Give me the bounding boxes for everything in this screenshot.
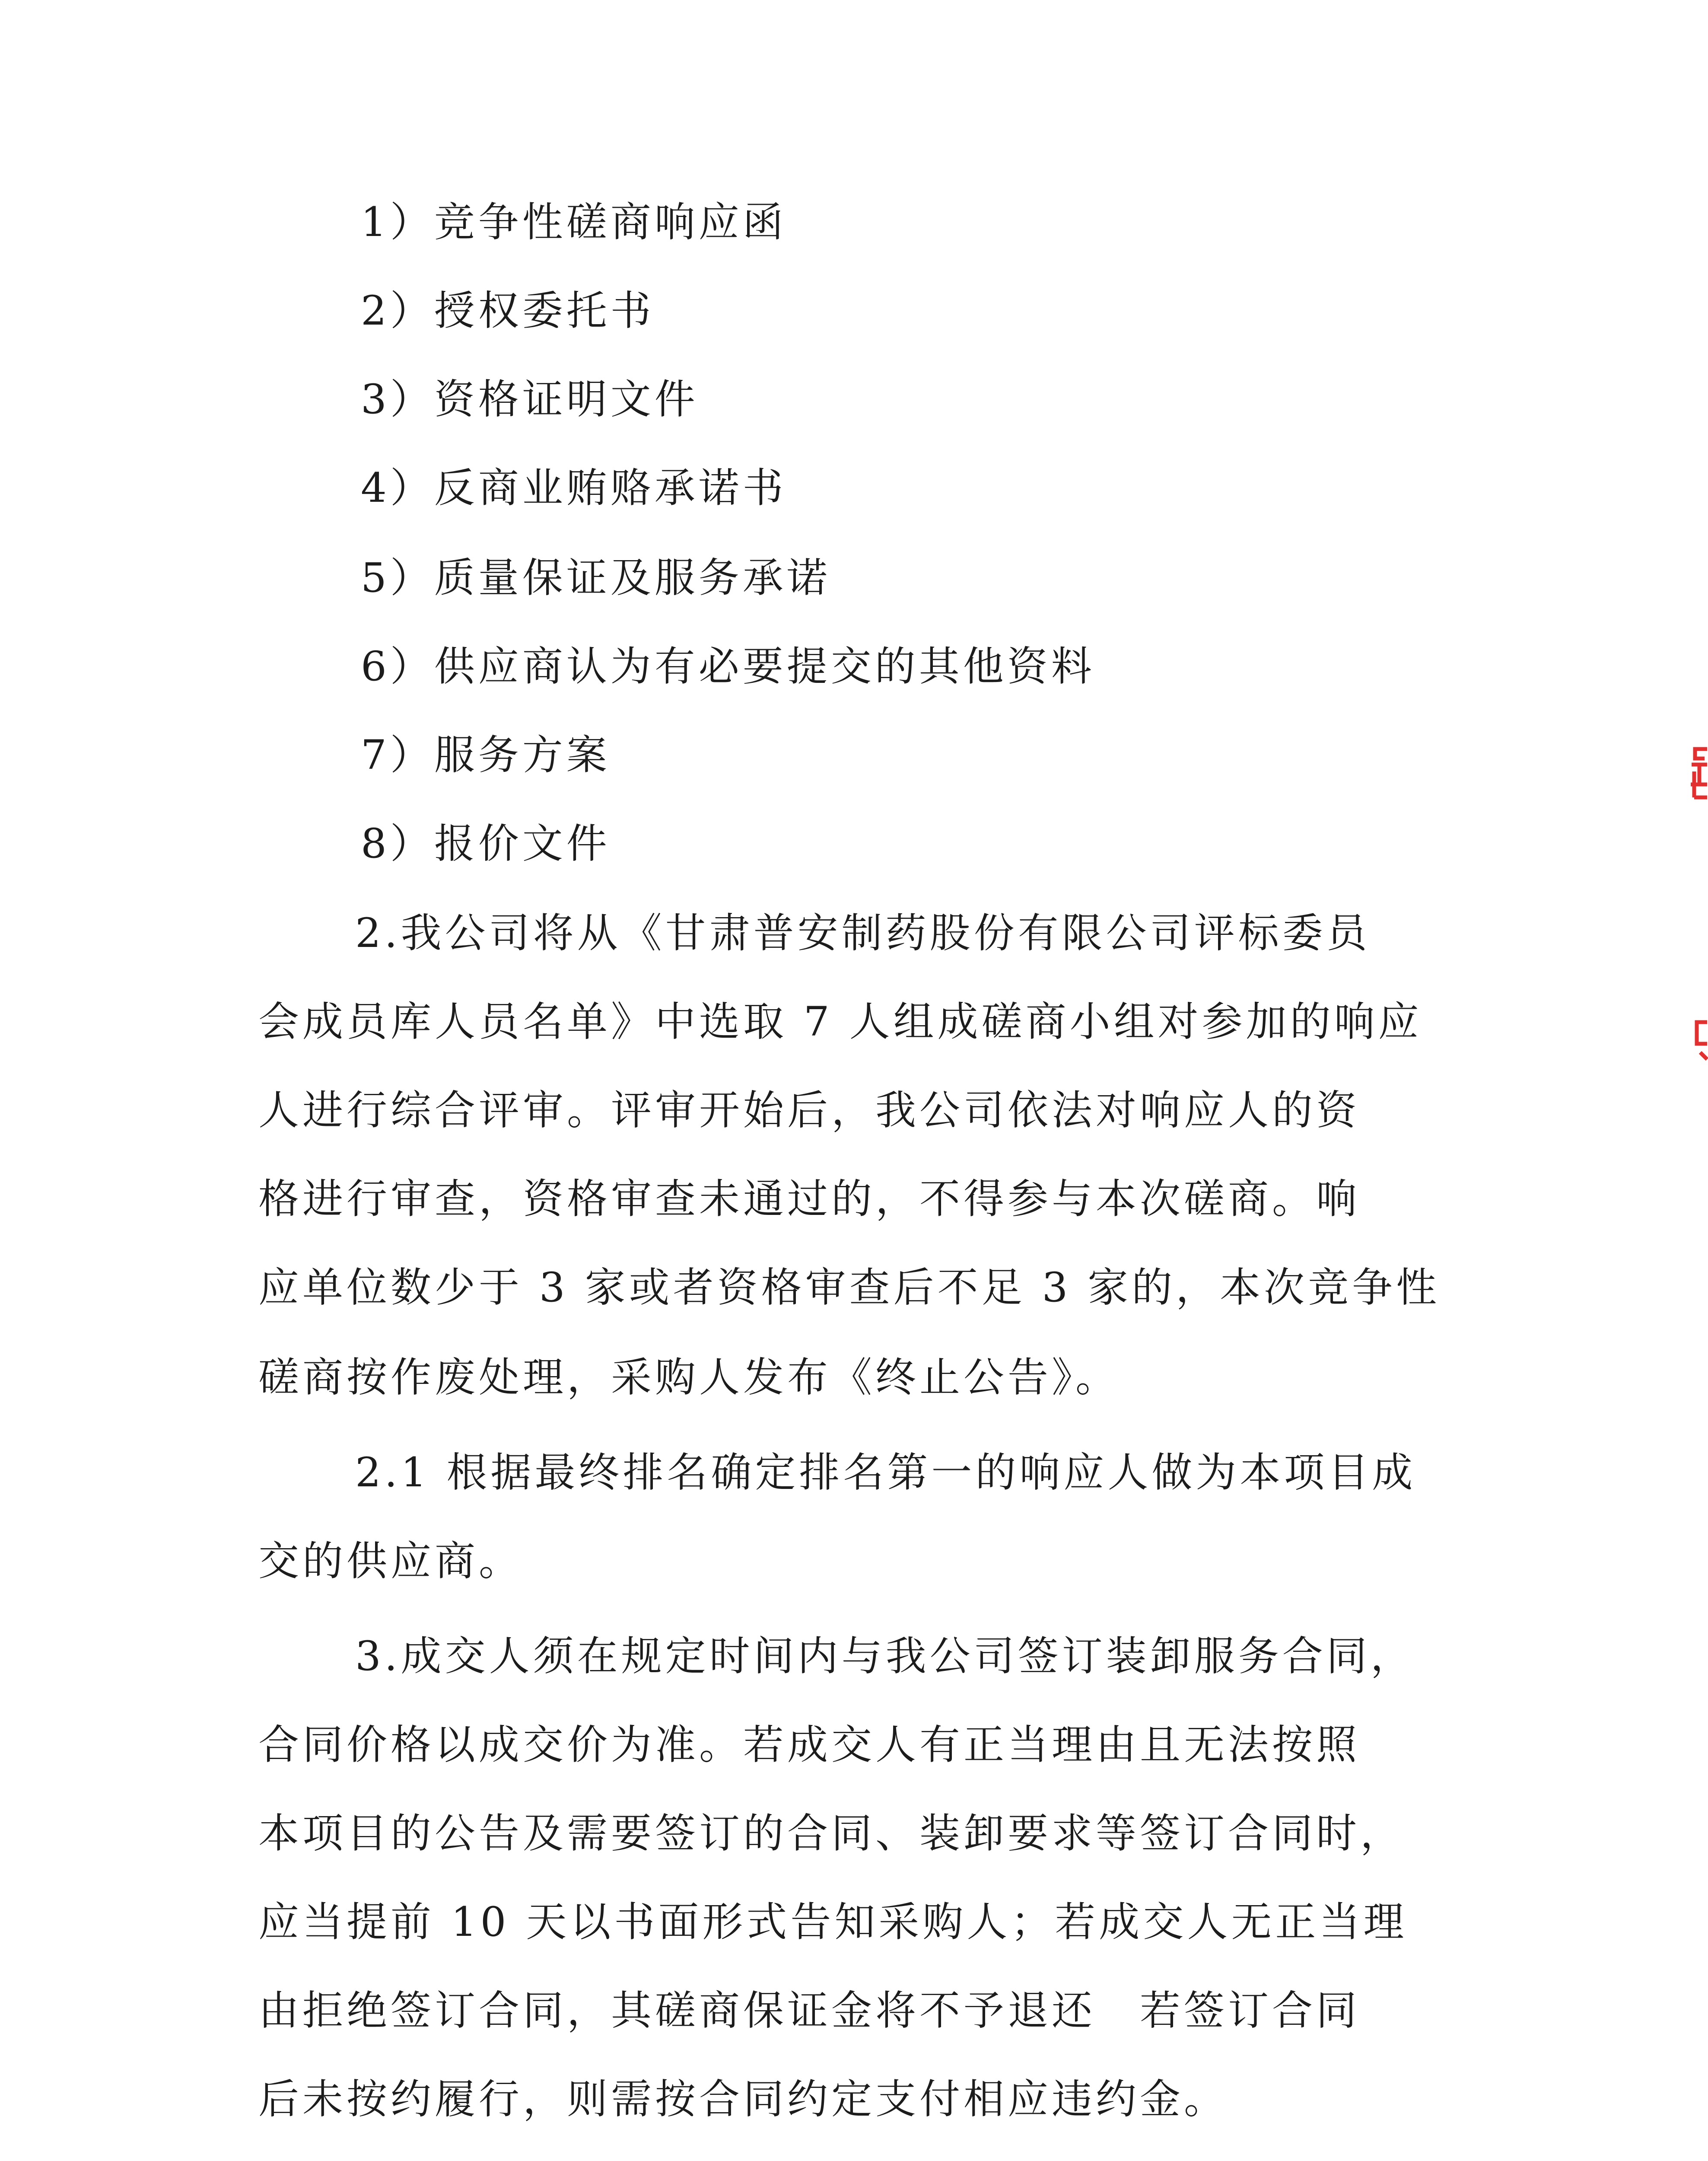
paragraph-line: 人进行综合评审。评审开始后，我公司依法对响应人的资 — [258, 1087, 1361, 1134]
list-item: 1）竞争性磋商响应函 — [361, 199, 787, 246]
paragraph-line: 应单位数少于 3 家或者资格审查后不足 3 家的，本次竞争性 — [258, 1264, 1441, 1311]
seal-stamp-fragment — [1687, 1018, 1708, 1065]
list-item: 6）供应商认为有必要提交的其他资料 — [361, 643, 1095, 690]
paragraph-line: 交的供应商。 — [258, 1538, 523, 1585]
list-item: 7）服务方案 — [361, 732, 611, 779]
list-item: 3）资格证明文件 — [361, 376, 699, 423]
paragraph-line: 2.1 根据最终排名确定排名第一的响应人做为本项目成 — [355, 1449, 1416, 1496]
paragraph-line: 本项目的公告及需要签订的合同、装卸要求等签订合同时， — [258, 1810, 1405, 1857]
list-item: 8）报价文件 — [361, 820, 611, 867]
paragraph-line: 磋商按作废处理，采购人发布《终止公告》。 — [258, 1354, 1120, 1401]
list-item: 4）反商业贿赂承诺书 — [361, 465, 787, 512]
paragraph-line: 2.我公司将从《甘肃普安制药股份有限公司评标委员 — [355, 910, 1371, 957]
seal-stamp-fragment — [1687, 746, 1708, 806]
paragraph-line: 3.成交人须在规定时间内与我公司签订装卸服务合同， — [355, 1633, 1415, 1680]
list-item: 2）授权委托书 — [361, 287, 655, 335]
paragraph-line: 后未按约履行，则需按合同约定支付相应违约金。 — [258, 2076, 1228, 2123]
list-item: 5）质量保证及服务承诺 — [361, 555, 831, 602]
paragraph-line: 由拒绝签订合同，其磋商保证金将不予退还 若签订合同 — [258, 1987, 1361, 2034]
paragraph-line: 会成员库人员名单》中选取 7 人组成磋商小组对参加的响应 — [258, 998, 1422, 1045]
paragraph-line: 合同价格以成交价为准。若成交人有正当理由且无法按照 — [258, 1721, 1361, 1769]
paragraph-line: 应当提前 10 天以书面形式告知采购人；若成交人无正当理 — [258, 1899, 1408, 1946]
paragraph-line: 格进行审查，资格审查未通过的，不得参与本次磋商。响 — [258, 1176, 1361, 1223]
